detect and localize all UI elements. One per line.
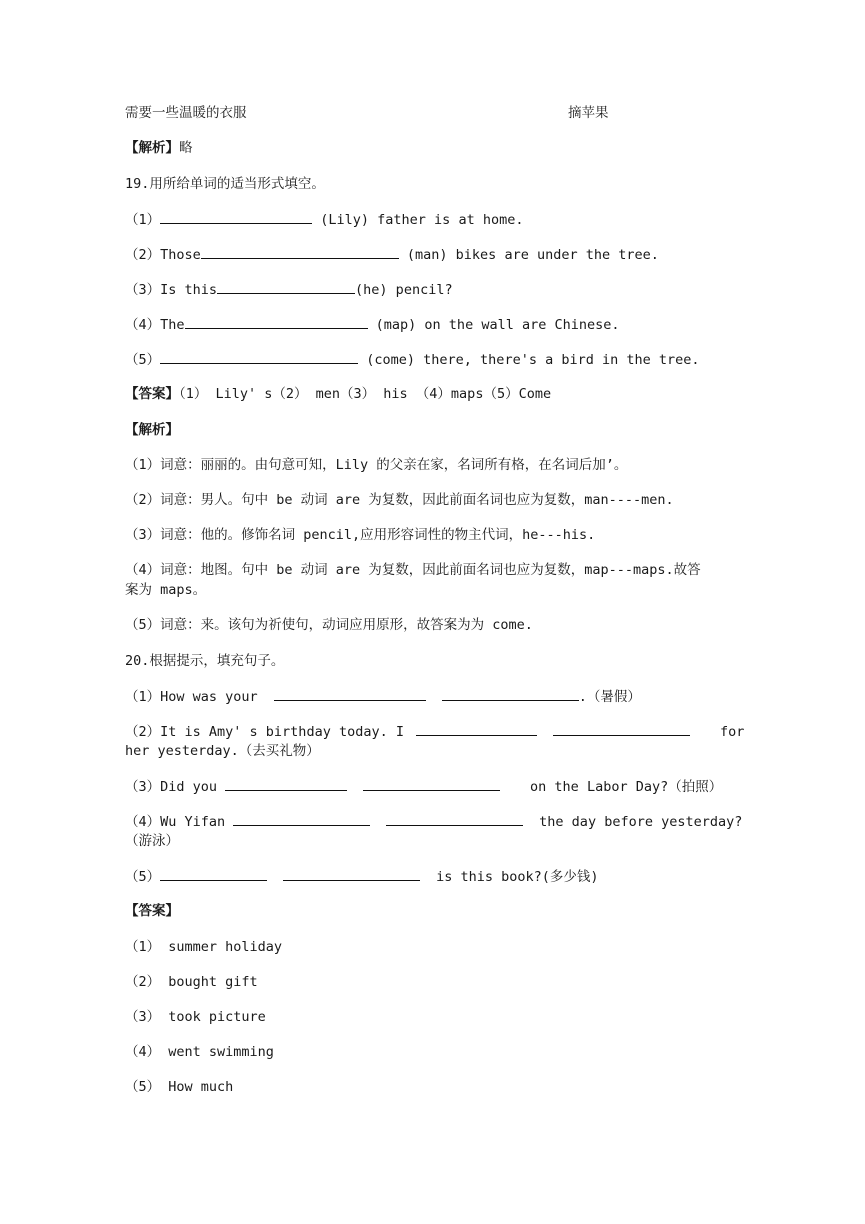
item-post: (he) pencil? xyxy=(355,282,453,298)
q20-answer-1: （1） summer holiday xyxy=(125,939,283,955)
item-pre: How was your xyxy=(160,689,258,705)
item-post: (map) on the wall are Chinese. xyxy=(367,317,620,333)
analysis-text: 略 xyxy=(179,140,193,156)
item-num: （2） xyxy=(125,724,161,740)
item-pre: Did you xyxy=(160,779,218,795)
q20-item-1 xyxy=(125,686,641,707)
blank-field[interactable] xyxy=(233,811,370,826)
item-pre: Is this xyxy=(160,282,218,298)
blank-field[interactable] xyxy=(363,776,500,791)
q20-answer-2: （2） bought gift xyxy=(125,974,258,990)
item-post: (Lily) father is at home. xyxy=(312,212,524,228)
blank-field[interactable] xyxy=(442,686,579,701)
item-num: （3） xyxy=(125,779,161,795)
answer-text: （1） Lily' s（2） men（3） his （4）maps（5）Come xyxy=(179,386,552,402)
q19-answer xyxy=(125,384,551,404)
q20-item-2-cont: her yesterday.（去买礼物） xyxy=(125,743,320,759)
item-num: （5） xyxy=(125,869,161,885)
q19-analysis-1: （1）词意：丽丽的。由句意可知，Lily 的父亲在家，名词所有格，在名词后加’。 xyxy=(125,457,628,473)
blank-field[interactable] xyxy=(160,209,312,224)
q20-title: 20.根据提示，填充句子。 xyxy=(125,653,285,669)
q19-analysis-4-cont: 案为 maps。 xyxy=(125,582,207,598)
item-pre: It is Amy' s birthday today. I xyxy=(160,724,404,740)
q19-item-1 xyxy=(125,209,523,230)
blank-field[interactable] xyxy=(185,314,368,329)
q19-analysis-3: （3）词意：他的。修饰名词 pencil,应用形容词性的物主代词，he---his. xyxy=(125,527,596,543)
blank-field[interactable] xyxy=(160,866,267,881)
item-num: （1） xyxy=(125,212,161,228)
top-right-text: 摘苹果 xyxy=(568,105,609,121)
q20-item-4-cont: （游泳） xyxy=(125,833,179,849)
item-pre: The xyxy=(160,317,185,333)
q19-analysis-2: （2）词意：男人。句中 be 动词 are 为复数，因此前面名词也应为复数，man----men. xyxy=(125,492,674,508)
item-post: (come) there, there's a bird in the tree. xyxy=(358,352,700,368)
q19-item-3 xyxy=(125,279,453,300)
blank-field[interactable] xyxy=(553,721,690,736)
q20-answer-tag: 【答案】 xyxy=(125,903,179,919)
blank-field[interactable] xyxy=(201,244,399,259)
q19-item-4 xyxy=(125,314,620,335)
q20-item-5 xyxy=(125,866,599,887)
q20-answer-3: （3） took picture xyxy=(125,1009,266,1025)
blank-field[interactable] xyxy=(217,279,355,294)
q19-analysis-tag: 【解析】 xyxy=(125,422,179,438)
item-num: （2） xyxy=(125,247,161,263)
blank-field[interactable] xyxy=(283,866,420,881)
q19-analysis-4: （4）词意：地图。句中 be 动词 are 为复数，因此前面名词也应为复数，map---maps.故答 xyxy=(125,562,701,578)
item-post: is this book?(多少钱) xyxy=(436,869,599,885)
item-num: （1） xyxy=(125,689,161,705)
blank-field[interactable] xyxy=(274,686,426,701)
blank-field[interactable] xyxy=(386,811,523,826)
item-pre: Those xyxy=(160,247,201,263)
item-pre: Wu Yifan xyxy=(160,814,226,830)
item-post: the day before yesterday? xyxy=(539,814,743,830)
q20-answer-5: （5） How much xyxy=(125,1079,234,1095)
item-post: on the Labor Day?（拍照） xyxy=(530,779,723,795)
item-post: .（暑假） xyxy=(578,689,641,705)
item-num: （5） xyxy=(125,352,161,368)
q20-answer-4: （4） went swimming xyxy=(125,1044,274,1060)
q19-item-2 xyxy=(125,244,659,265)
q19-analysis-5: （5）词意：来。该句为祈使句，动词应用原形，故答案为为 come. xyxy=(125,617,533,633)
q19-item-5 xyxy=(125,349,700,370)
top-left-text: 需要一些温暖的衣服 xyxy=(125,105,247,121)
item-num: （4） xyxy=(125,814,161,830)
item-num: （4） xyxy=(125,317,161,333)
q19-title: 19.用所给单词的适当形式填空。 xyxy=(125,176,325,192)
q20-item-3 xyxy=(125,776,722,797)
analysis-tag: 【解析】 xyxy=(125,140,179,156)
item-post: for xyxy=(719,724,745,740)
blank-field[interactable] xyxy=(416,721,537,736)
blank-field[interactable] xyxy=(225,776,347,791)
q20-item-4 xyxy=(125,811,742,832)
analysis-top xyxy=(125,138,193,158)
answer-tag: 【答案】 xyxy=(125,386,179,402)
blank-field[interactable] xyxy=(160,349,358,364)
item-post: (man) bikes are under the tree. xyxy=(398,247,659,263)
item-num: （3） xyxy=(125,282,161,298)
q20-item-2 xyxy=(125,721,744,742)
